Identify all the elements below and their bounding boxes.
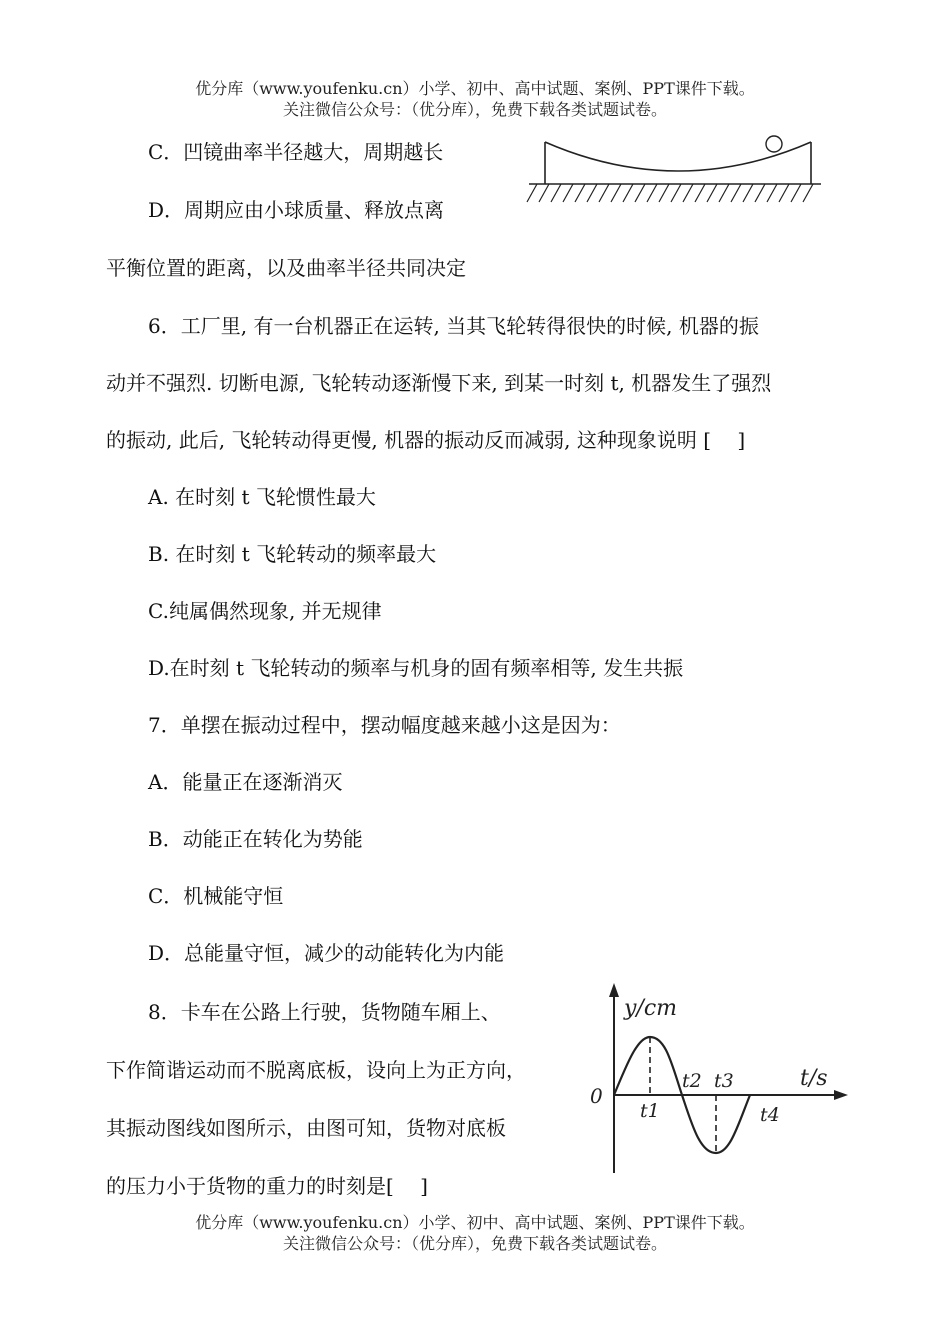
q6-option-a: A. 在时刻 t 飞轮惯性最大 bbox=[148, 485, 376, 509]
q5-option-d-continued: 平衡位置的距离，以及曲率半径共同决定 bbox=[106, 256, 466, 280]
vibration-graph bbox=[580, 975, 860, 1180]
t2-label: t2 bbox=[682, 1070, 702, 1092]
q8-stem-line-2: 下作简谐运动而不脱离底板，设向上为正方向， bbox=[106, 1058, 526, 1082]
q5-option-d: D．周期应由小球质量、释放点离 bbox=[148, 198, 445, 222]
header-line-2: 关注微信公众号：（优分库），免费下载各类试题试卷。 bbox=[282, 100, 667, 119]
origin-label: 0 bbox=[590, 1084, 603, 1108]
q5-option-c: C．凹镜曲率半径越大，周期越长 bbox=[148, 140, 444, 164]
footer-line-1: 优分库（www.youfenku.cn）小学、初中、高中试题、案例、PPT课件下载。 bbox=[195, 1213, 755, 1232]
x-axis-label: t/s bbox=[800, 1066, 828, 1091]
t4-label: t4 bbox=[760, 1104, 780, 1126]
q8-stem-line-4: 的压力小于货物的重力的时刻是[ ] bbox=[106, 1174, 428, 1198]
header-line-1: 优分库（www.youfenku.cn）小学、初中、高中试题、案例、PPT课件下载。 bbox=[195, 79, 755, 98]
q6-option-b: B. 在时刻 t 飞轮转动的频率最大 bbox=[148, 542, 437, 566]
y-axis-arrow bbox=[609, 983, 619, 997]
q6-stem-line-1: 6．工厂里, 有一台机器正在运转, 当其飞轮转得很快的时候, 机器的振 bbox=[148, 314, 759, 338]
q8-stem-line-1: 8．卡车在公路上行驶，货物随车厢上、 bbox=[148, 1000, 501, 1024]
q6-option-d: D.在时刻 t 飞轮转动的频率与机身的固有频率相等, 发生共振 bbox=[148, 656, 684, 680]
q7-option-a: A．能量正在逐渐消灭 bbox=[148, 770, 343, 794]
footer-line-2: 关注微信公众号：（优分库），免费下载各类试题试卷。 bbox=[282, 1234, 667, 1253]
t1-label: t1 bbox=[640, 1100, 660, 1122]
t3-label: t3 bbox=[714, 1070, 734, 1092]
q6-stem-line-3: 的振动, 此后, 飞轮转动得更慢, 机器的振动反而减弱, 这种现象说明 [ ] bbox=[106, 428, 746, 452]
ground-hatching bbox=[527, 184, 813, 202]
q7-option-b: B．动能正在转化为势能 bbox=[148, 827, 363, 851]
q6-option-c: C.纯属偶然现象, 并无规律 bbox=[148, 599, 382, 623]
q7-option-d: D．总能量守恒，减少的动能转化为内能 bbox=[148, 941, 505, 965]
q8-stem-line-3: 其振动图线如图所示，由图可知，货物对底板 bbox=[106, 1116, 506, 1140]
y-axis-label: y/cm bbox=[624, 996, 678, 1021]
ball bbox=[766, 136, 782, 152]
concave-mirror-figure bbox=[525, 128, 825, 208]
q7-stem: 7．单摆在振动过程中，摆动幅度越来越小这是因为： bbox=[148, 713, 621, 737]
q6-stem-line-2: 动并不强烈. 切断电源, 飞轮转动逐渐慢下来, 到某一时刻 t, 机器发生了强烈 bbox=[106, 371, 772, 395]
x-axis-arrow bbox=[834, 1090, 848, 1100]
q7-option-c: C．机械能守恒 bbox=[148, 884, 284, 908]
